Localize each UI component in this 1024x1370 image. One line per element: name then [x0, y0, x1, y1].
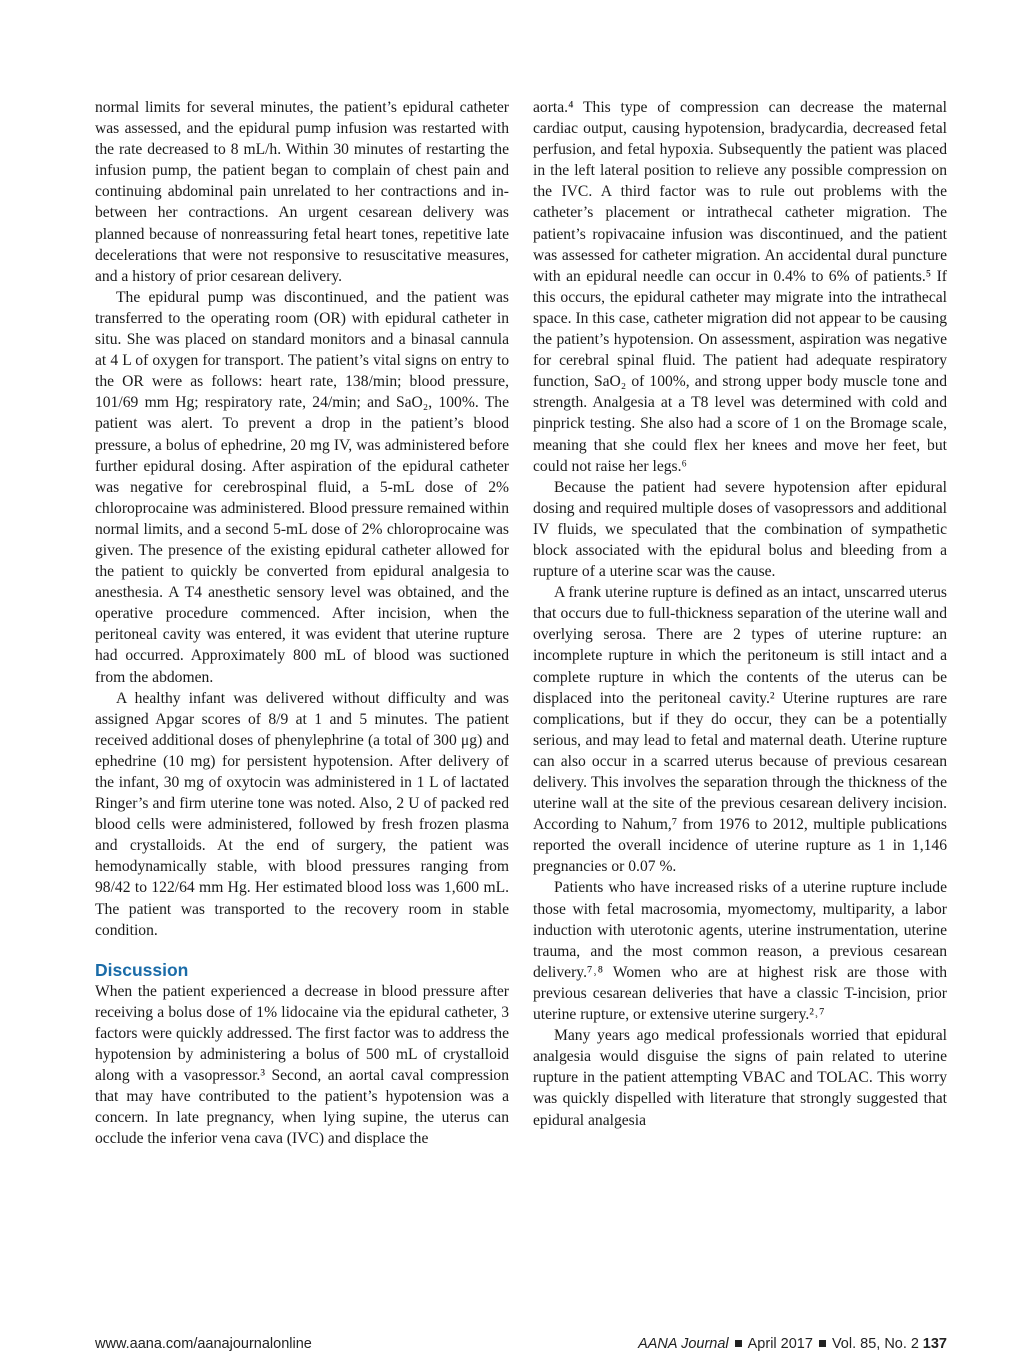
body-paragraph: Because the patient had severe hypotension after epidural dosing and required multiple doses of vasopressors and additional IV fluids, we speculated that the combination of sympathetic block associated with the epidural bolus and bleeding from a rupture of a uterine scar was the cause. [533, 478, 947, 581]
issue-date: April 2017 [747, 1336, 813, 1352]
body-paragraph: A frank uterine rupture is defined as an intact, unscarred uterus that occurs due to full-thickness separation of the uterine wall and overlying serosa. There are 2 types of uterine rupture: an incomplete rupture in which the peritoneum is still intact and a complete rupture in which the contents of the uterus can be displaced into the peritoneal cavity.² Uterine ruptures are rare complications, but if they do occur, they can be a potentially serious, and may lead to fetal and maternal death. Uterine rupture can also occur in a scarred uterus because of previous cesarean delivery. This involves the separation through the thickness of the uterine wall at the site of the previous cesarean delivery incision. According to Nahum,⁷ from 1976 to 2012, multiple publications reported the overall incidence of uterine rupture as 1 in 1,146 pregnancies or 0.07 %. [533, 584, 947, 876]
journal-citation [638, 1336, 919, 1352]
body-paragraph: The epidural pump was discontinued, and the patient was transferred to the operating room (OR) with epidural catheter in situ. She was placed on standard monitors and a binasal cannula at 4 L of oxygen for transport. The patient’s vital signs on entry to the OR were as follows: heart rate, 138/min; blood pressure, 101/69 mm Hg; respiratory rate, 24/min; and SaO₂, 100%. The patient was alert. To prevent a drop in the patient’s blood pressure, a bolus of ephedrine, 20 mg IV, was administered before further epidural dosing. After aspiration of the epidural catheter was negative for cerebrospinal fluid, a 5-mL dose of 2% chloroprocaine was administered. Blood pressure remained within normal limits, and a second 5-mL dose of 2% chloroprocaine was given. The presence of the existing epidural catheter allowed for the patient to quickly be converted from epidural analgesia to anesthesia. A T4 anesthetic sensory level was obtained, and the operative procedure commenced. After incision, when the peritoneal cavity was entered, it was evident that uterine rupture had occurred. Approximately 800 mL of blood was suctioned from the abdomen. [95, 288, 509, 686]
left-column [95, 97, 509, 1150]
body-paragraph: Many years ago medical professionals worried that epidural analgesia would disguise the signs of pain related to uterine rupture in the patient attempting VBAC and TOLAC. This worry was quickly dispelled with literature that strongly suggested that epidural analgesia [533, 1027, 947, 1129]
square-bullet-icon [819, 1340, 826, 1347]
body-paragraph: normal limits for several minutes, the patient’s epidural catheter was assessed, and the epidural pump infusion was restarted with the rate decreased to 8 mL/h. Within 30 minutes of restarting the infusion pump, the patient began to complain of chest pain and continuing abdominal pain unrelated to her contractions and in-between her contractions. An urgent cesarean delivery was planned because of nonreassuring fetal heart tones, repetitive late decelerations that were not responsive to resuscitative measures, and a history of prior cesarean delivery. [95, 99, 509, 285]
journal-url[interactable]: www.aana.com/aanajournalonline [95, 1336, 312, 1352]
body-paragraph: aorta.⁴ This type of compression can decrease the maternal cardiac output, causing hypotension, bradycardia, decreased fetal perfusion, and fetal hypoxia. Subsequently the patient was placed in the left lateral position to relieve any possible compression on the IVC. A third factor was to rule out problems with the catheter’s placement or intrathecal catheter migration. The patient’s ropivacaine infusion was discontinued, and the patient was assessed for catheter migration. An accidental dural puncture with an epidural needle can occur in 0.4% to 6% of patients.⁵ If this occurs, the epidural catheter may migrate into the intrathecal space. In this case, catheter migration did not appear to be causing the patient’s hypotension. On assessment, aspiration was negative for cerebral spinal fluid. The patient had adequate respiratory function, SaO₂ of 100%, and strong upper body muscle tone and strength. Analgesia at a T8 level was determined with cold and pinprick testing. She also had a score of 1 on the Bromage scale, meaning that she could flex her knees and move her feet, but could not raise her legs.⁶ [533, 99, 947, 475]
section-heading-discussion: Discussion [95, 959, 189, 980]
body-paragraph: Patients who have increased risks of a uterine rupture include those with fetal macrosomia, myomectomy, multiparity, a labor induction with uterotonic agents, uterine instrumentation, uterine trauma, and the most common reason, a previous cesarean delivery.⁷˒⁸ Women who are at highest risk are those with previous cesarean deliveries that have a classic T-incision, prior uterine rupture, or extensive uterine surgery.²˒⁷ [533, 879, 947, 1024]
body-paragraph: When the patient experienced a decrease in blood pressure after receiving a bolus dose of 1% lidocaine via the epidural catheter, 3 factors were quickly addressed. The first factor was to address the hypotension by administering a bolus of 500 mL of crystalloid along with a vasopressor.³ Second, an aortal caval compression that may have contributed to the patient’s hypotension was a concern. In late pregnancy, when lying supine, the uterus can occlude the inferior vena cava (IVC) and displace the [95, 982, 509, 1148]
page-number: 137 [922, 1336, 947, 1352]
volume-issue: Vol. 85, No. 2 [831, 1336, 919, 1352]
journal-name: AANA Journal [638, 1336, 729, 1352]
body-paragraph: A healthy infant was delivered without difficulty and was assigned Apgar scores of 8/9 at 1 and 5 minutes. The patient received additional doses of phenylephrine (a total of 300 μg) and ephedrine (10 mg) for persistent hypotension. After delivery of the infant, 30 mg of oxytocin was administered in 1 L of lactated Ringer’s and firm uterine tone was noted. Also, 2 U of packed red blood cells were administered, followed by fresh frozen plasma and crystalloids. At the end of surgery, the patient was hemodynamically stable, with blood pressures ranging from 98/42 to 122/64 mm Hg. Her estimated blood loss was 1,600 mL. The patient was transported to the recovery room in stable condition. [95, 689, 509, 939]
right-column [533, 97, 947, 1131]
square-bullet-icon [735, 1340, 742, 1347]
